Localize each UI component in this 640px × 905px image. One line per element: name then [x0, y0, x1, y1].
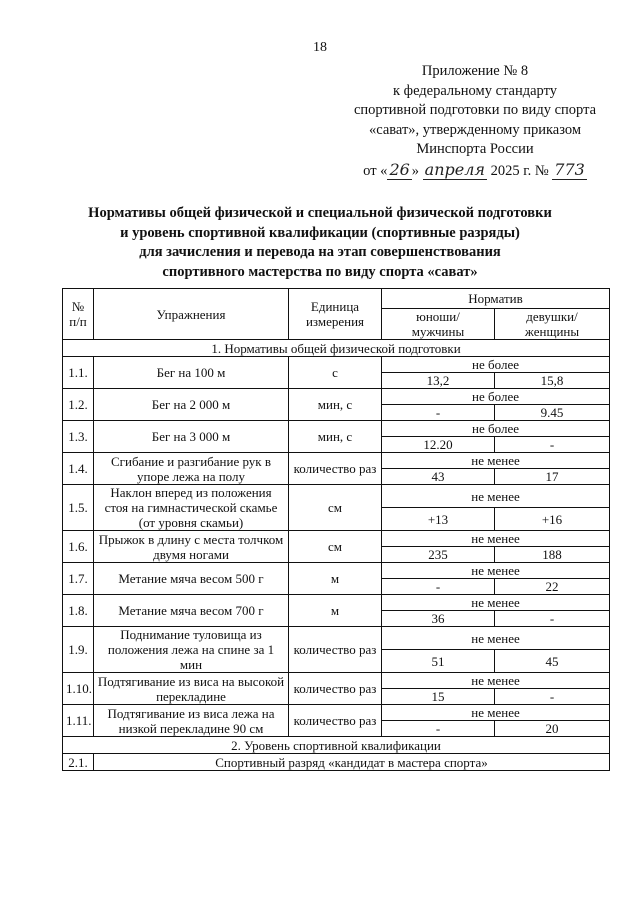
- date-prefix: от «: [363, 162, 388, 179]
- row-criterion: не менее: [382, 595, 610, 611]
- row-exercise: Бег на 100 м: [94, 357, 289, 389]
- header-num: № п/п: [63, 289, 94, 340]
- section-row: [63, 340, 610, 357]
- table-row: [63, 627, 610, 650]
- row-unit: мин, с: [289, 389, 382, 421]
- row-value-boys: 36: [382, 611, 495, 627]
- row-num: 1.11.: [63, 705, 94, 737]
- row-exercise: Бег на 3 000 м: [94, 421, 289, 453]
- table-row: [63, 453, 610, 469]
- header-unit: Единица измерения: [289, 289, 382, 340]
- title-line: для зачисления и перевода на этап совершенствования: [139, 244, 501, 260]
- row-value-boys: 12.20: [382, 437, 495, 453]
- row-exercise: Прыжок в длину с места толчком двумя ногами: [94, 531, 289, 563]
- row-value-boys: -: [382, 579, 495, 595]
- appendix-line: «сават», утвержденному приказом: [368, 121, 582, 138]
- row-value-girls: 188: [495, 547, 610, 563]
- row-num: 1.1.: [63, 357, 94, 389]
- row-value-boys: 13,2: [382, 373, 495, 389]
- row-value-girls: 9.45: [495, 405, 610, 421]
- date-year: 2025 г. №: [490, 162, 549, 179]
- row-criterion: не менее: [382, 705, 610, 721]
- row-value-girls: -: [495, 611, 610, 627]
- row-unit: количество раз: [289, 627, 382, 673]
- row-num: 1.3.: [63, 421, 94, 453]
- row-num: 1.6.: [63, 531, 94, 563]
- page-number: 18: [313, 40, 327, 55]
- table-row: [63, 673, 610, 689]
- row-criterion: не более: [382, 357, 610, 373]
- row-value-boys: 51: [382, 650, 495, 673]
- row-exercise: Наклон вперед из положения стоя на гимнастической скамье (от уровня скамьи): [94, 485, 289, 531]
- table-row: [63, 563, 610, 579]
- appendix-line: спортивной подготовки по виду спорта: [353, 102, 597, 118]
- handwritten-day: 26: [389, 159, 410, 179]
- table-row: [63, 485, 610, 508]
- row-value-boys: -: [382, 405, 495, 421]
- row-unit: м: [289, 563, 382, 595]
- table-row: [63, 389, 610, 405]
- row-unit: мин, с: [289, 421, 382, 453]
- section-title: 2. Уровень спортивной квалификации: [63, 737, 610, 754]
- document-title: [30, 204, 610, 282]
- handwritten-order-number: 773: [554, 159, 585, 179]
- row-value-girls: -: [495, 437, 610, 453]
- row-exercise: Подтягивание из виса лежа на низкой перекладине 90 см: [94, 705, 289, 737]
- row-value-boys: +13: [382, 508, 495, 531]
- table-header-row: [63, 289, 610, 309]
- row-value-girls: 17: [495, 469, 610, 485]
- table-row: [63, 754, 610, 771]
- row-value-boys: 43: [382, 469, 495, 485]
- appendix-line: к федеральному стандарту: [393, 82, 557, 99]
- header-norm: Норматив: [382, 289, 610, 309]
- row-unit: количество раз: [289, 673, 382, 705]
- table-row: [63, 421, 610, 437]
- row-unit: см: [289, 531, 382, 563]
- row-value-girls: +16: [495, 508, 610, 531]
- header-girls: девушки/ женщины: [495, 309, 610, 340]
- row-unit: количество раз: [289, 453, 382, 485]
- row-value-boys: 235: [382, 547, 495, 563]
- date-mid: »: [411, 162, 420, 179]
- row-exercise: Поднимание туловища из положения лежа на спине за 1 мин: [94, 627, 289, 673]
- header-boys: юноши/ мужчины: [382, 309, 495, 340]
- row-criterion: не более: [382, 389, 610, 405]
- row-num: 1.10.: [63, 673, 94, 705]
- row-num: 1.9.: [63, 627, 94, 673]
- row-criterion: не менее: [382, 563, 610, 579]
- appendix-line: Приложение № 8: [421, 63, 529, 79]
- row-criterion: не менее: [382, 627, 610, 650]
- row-unit: см: [289, 485, 382, 531]
- row-value-girls: -: [495, 689, 610, 705]
- row-num: 2.1.: [63, 754, 94, 771]
- order-date-line: [330, 160, 620, 182]
- row-num: 1.7.: [63, 563, 94, 595]
- table-row: [63, 705, 610, 721]
- row-value-girls: 20: [495, 721, 610, 737]
- table-row: [63, 531, 610, 547]
- row-num: 1.4.: [63, 453, 94, 485]
- row-num: 1.2.: [63, 389, 94, 421]
- table-row: [63, 357, 610, 373]
- row-value-girls: 15,8: [495, 373, 610, 389]
- row-value-boys: 15: [382, 689, 495, 705]
- table-row: [63, 595, 610, 611]
- row-exercise: Подтягивание из виса на высокой перекладине: [94, 673, 289, 705]
- row-criterion: не менее: [382, 673, 610, 689]
- row-exercise: Метание мяча весом 500 г: [94, 563, 289, 595]
- row-num: 1.8.: [63, 595, 94, 627]
- row-criterion: не менее: [382, 453, 610, 469]
- row-criterion: не более: [382, 421, 610, 437]
- title-line: спортивного мастерства по виду спорта «сават»: [162, 263, 478, 280]
- row-exercise: Бег на 2 000 м: [94, 389, 289, 421]
- row-criterion: не менее: [382, 531, 610, 547]
- row-qualification: Спортивный разряд «кандидат в мастера спорта»: [94, 754, 610, 771]
- row-exercise: Метание мяча весом 700 г: [94, 595, 289, 627]
- row-unit: с: [289, 357, 382, 389]
- title-line: Нормативы общей физической и специальной физической подготовки: [88, 205, 552, 221]
- header-exercise: Упражнения: [94, 289, 289, 340]
- section-row: [63, 737, 610, 754]
- appendix-line: Минспорта России: [416, 141, 534, 157]
- row-value-girls: 22: [495, 579, 610, 595]
- row-value-girls: 45: [495, 650, 610, 673]
- section-title: 1. Нормативы общей физической подготовки: [63, 340, 610, 357]
- row-criterion: не менее: [382, 485, 610, 508]
- row-unit: м: [289, 595, 382, 627]
- row-unit: количество раз: [289, 705, 382, 737]
- handwritten-month: апреля: [424, 159, 486, 179]
- row-exercise: Сгибание и разгибание рук в упоре лежа на полу: [94, 453, 289, 485]
- row-num: 1.5.: [63, 485, 94, 531]
- title-line: и уровень спортивной квалификации (спортивные разряды): [120, 224, 520, 241]
- appendix-header: [330, 62, 620, 181]
- row-value-boys: -: [382, 721, 495, 737]
- norms-table: [62, 288, 610, 771]
